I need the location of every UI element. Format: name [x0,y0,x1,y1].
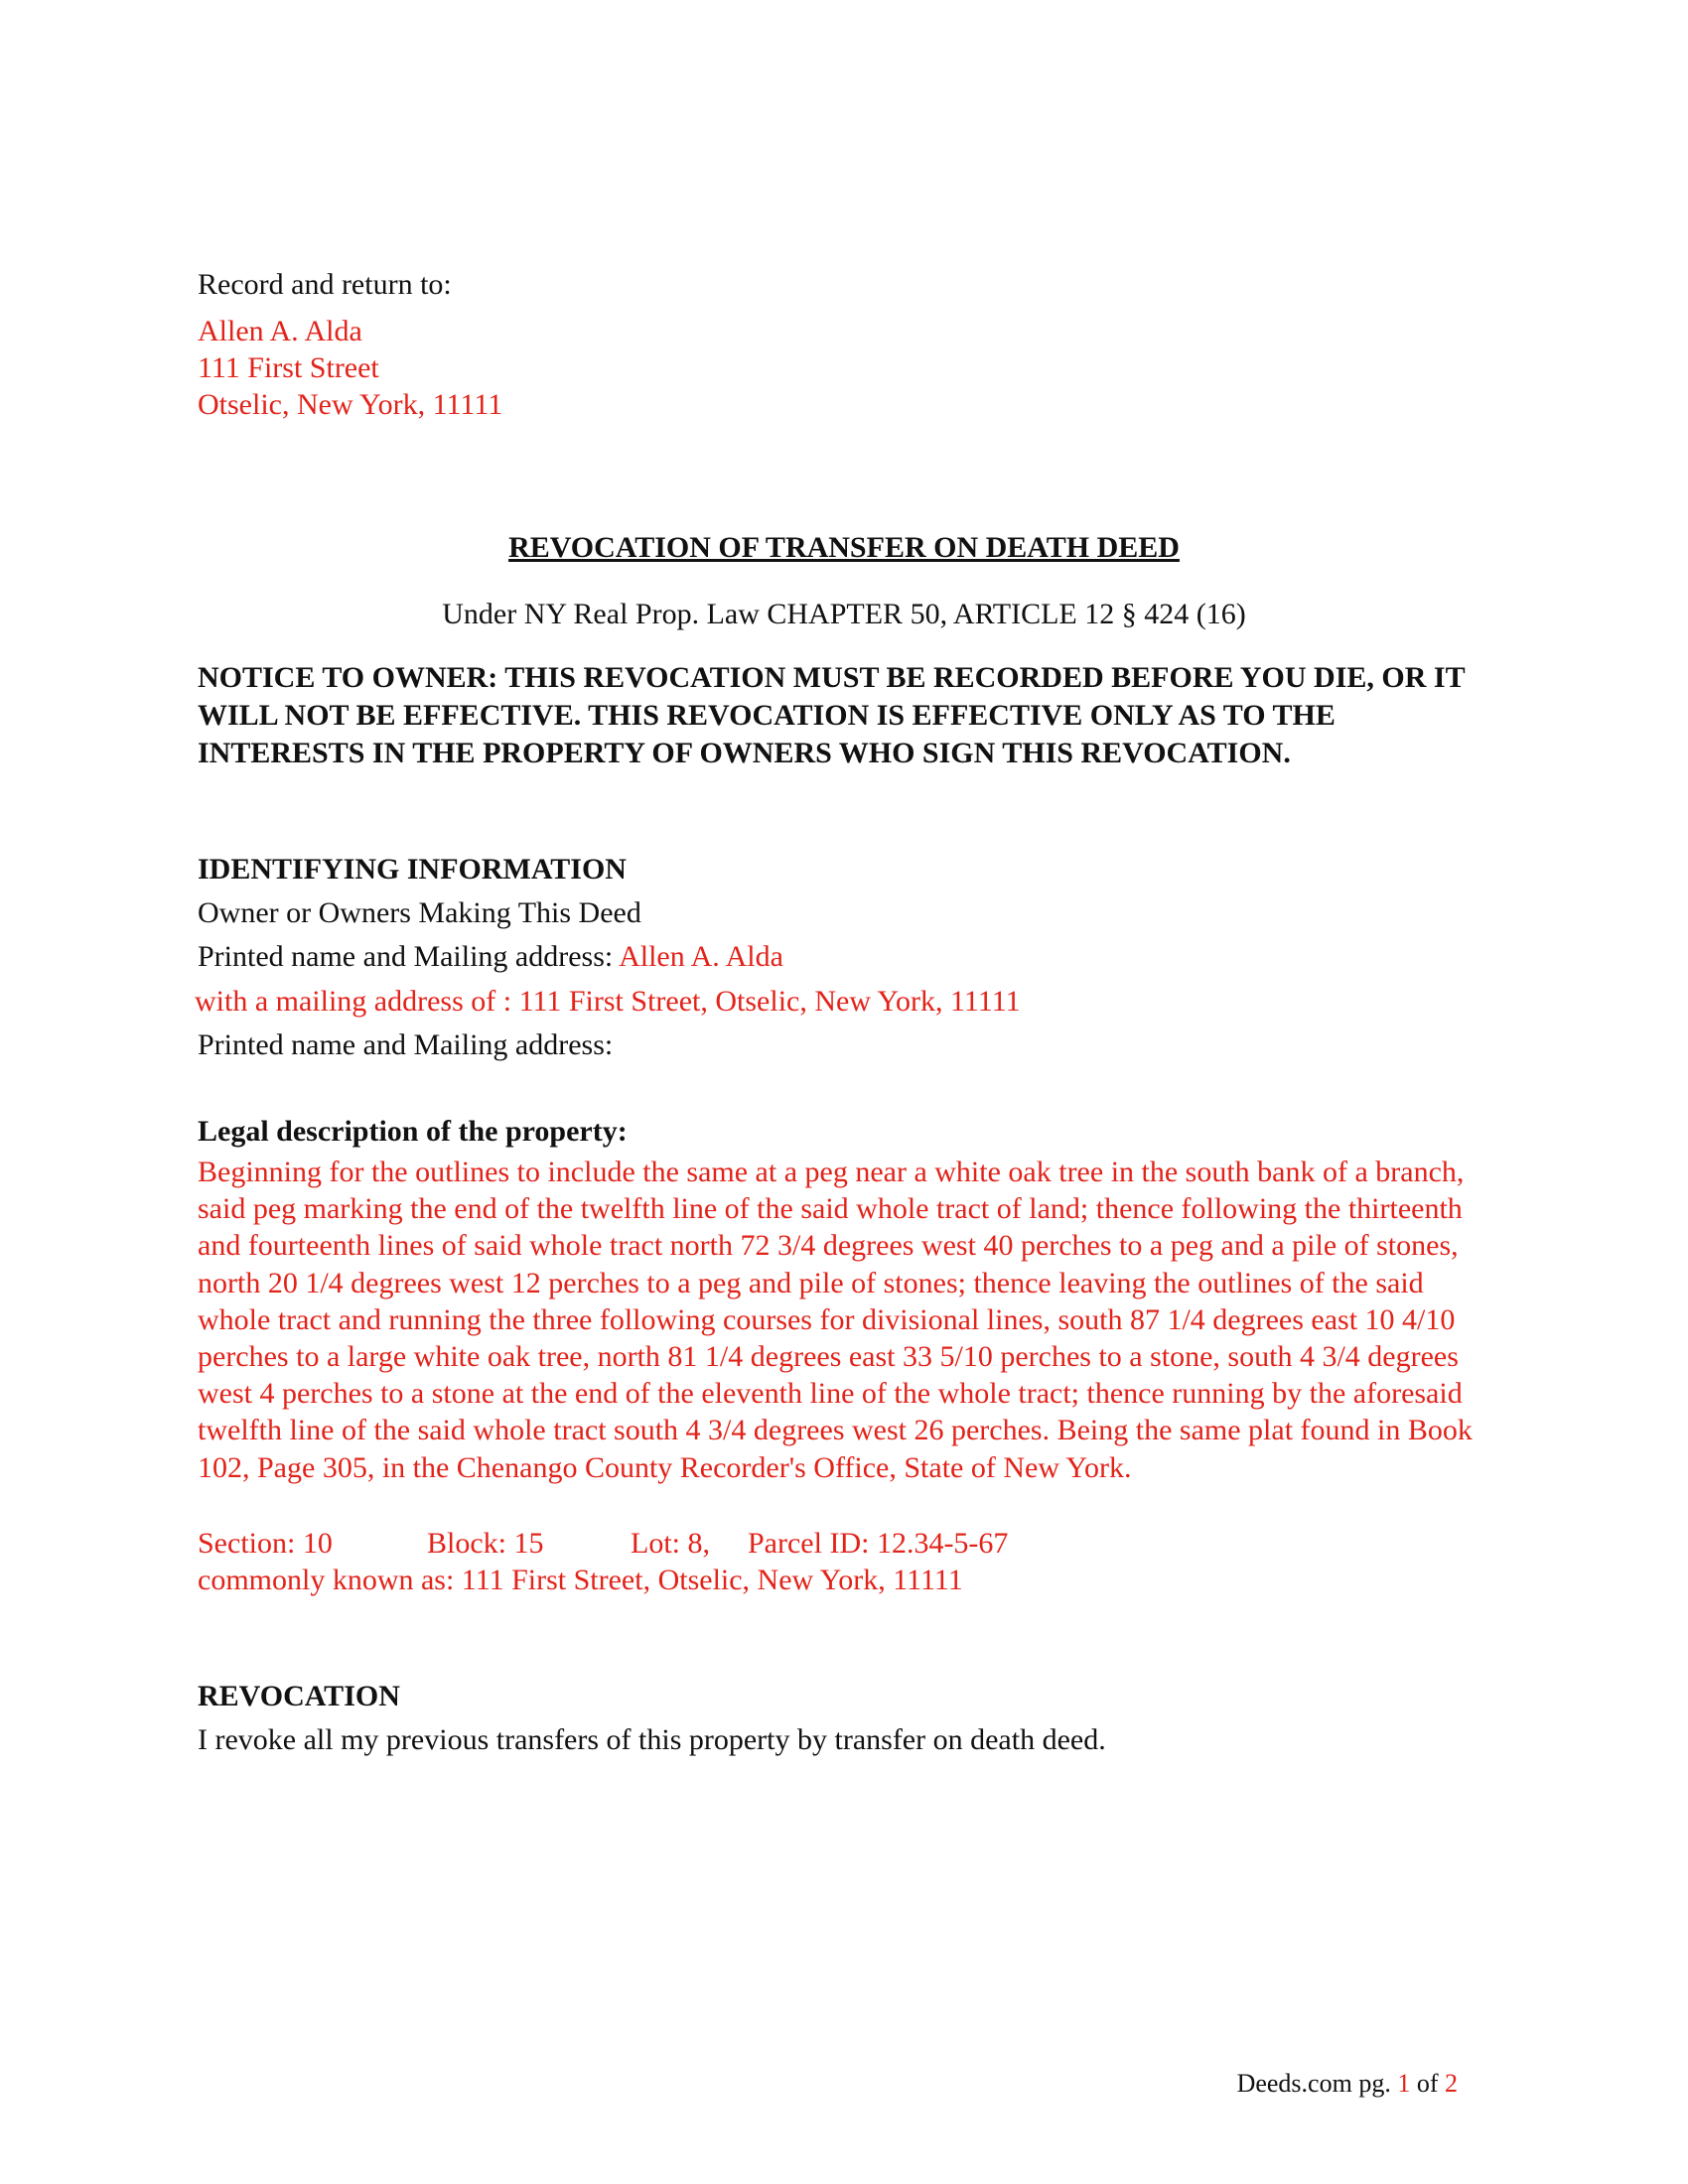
return-city: Otselic, New York, 11111 [198,388,503,421]
lot-value: Lot: 8, [631,1527,710,1560]
page-footer [1237,2068,1458,2100]
notice-to-owner: NOTICE TO OWNER: THIS REVOCATION MUST BE RECORDED BEFORE YOU DIE, OR IT WILL NOT BE EFFECTIVE. THIS REVOCATION IS EFFECTIVE ONLY AS TO THE INTERESTS IN THE PROPERTY OF OWNERS WHO SIGN THIS REVOCATION. [198,661,1466,769]
owners-label: Owner or Owners Making This Deed [198,896,641,929]
footer-site-label: Deeds.com pg. [1236,2069,1398,2098]
legal-heading: Legal description of the property: [198,1115,628,1148]
printed-name-label-1: Printed name and Mailing address: [198,940,620,973]
block-value: Block: 15 [427,1527,544,1560]
return-street: 111 First Street [198,351,379,384]
parcel-row [198,1525,1008,1562]
legal-description: Beginning for the outlines to include the same at a peg near a white oak tree in the south bank of a branch, said peg marking the end of the twelfth line of the said whole tract of land; thence following the thirteenth and fourteenth lines of said whole tract north 72 3/4 degrees west 40 perches to a peg and a pile of stones, north 20 1/4 degrees west 12 perches to a peg and pile of stones; thence leaving the outlines of the said whole tract and running the three following courses for divisional lines, south 87 1/4 degrees east 10 4/10 perches to a large white oak tree, north 81 1/4 degrees east 33 5/10 perches to a stone, south 4 3/4 degrees west 4 perches to a stone at the end of the eleventh line of the whole tract; thence running by the aforesaid twelfth line of the said whole tract south 4 3/4 degrees west 26 perches. Being the same plat found in Book 102, Page 305, in the Chenango County Recorder's Office, State of New York. [198,1156,1473,1484]
document-subtitle: Under NY Real Prop. Law CHAPTER 50, ARTICLE 12 § 424 (16) [442,598,1246,630]
section-value: Section: 10 [198,1527,333,1560]
common-address: commonly known as: 111 First Street, Otselic, New York, 11111 [198,1564,963,1596]
return-label: Record and return to: [198,268,452,301]
owner-mailing-address: with a mailing address of : 111 First Street, Otselic, New York, 11111 [195,985,1021,1018]
return-name: Allen A. Alda [198,315,362,347]
identifying-heading: IDENTIFYING INFORMATION [198,853,627,886]
revocation-text: I revoke all my previous transfers of this property by transfer on death deed. [198,1723,1106,1756]
footer-page-total: 2 [1445,2069,1458,2098]
document-title: REVOCATION OF TRANSFER ON DEATH DEED [508,531,1180,564]
printed-name-row-1 [198,938,783,975]
footer-of-label: of [1410,2069,1445,2098]
printed-name-label-2: Printed name and Mailing address: [198,1028,614,1061]
footer-page-current: 1 [1397,2069,1411,2098]
revocation-heading: REVOCATION [198,1680,400,1712]
owner-name: Allen A. Alda [619,940,783,973]
parcel-id-value: Parcel ID: 12.34-5-67 [748,1527,1009,1560]
